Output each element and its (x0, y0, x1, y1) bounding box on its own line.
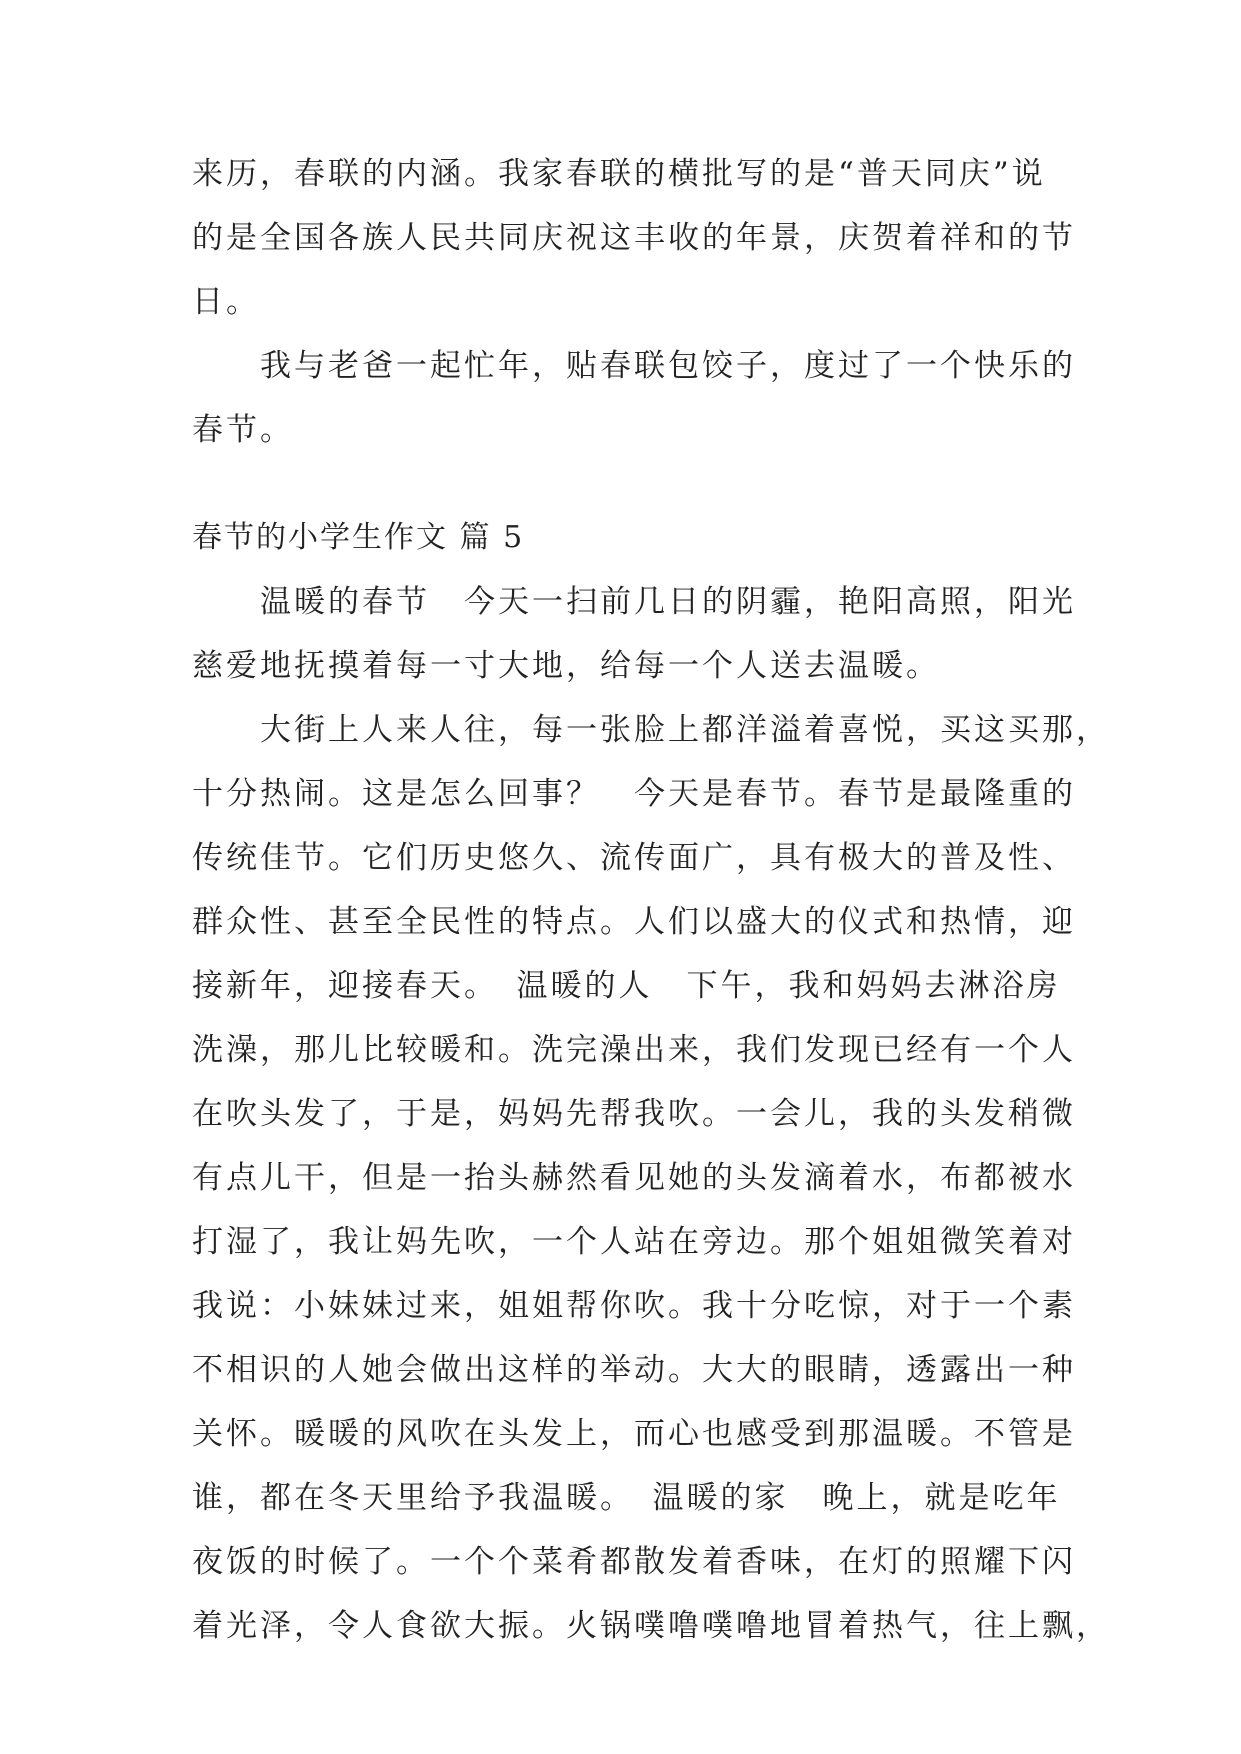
text-line: 群众性、甚至全民性的特点。人们以盛大的仪式和热情，迎 (192, 904, 1076, 940)
text-line: 来历，春联的内涵。我家春联的横批写的是“普天同庆”说 (192, 156, 1046, 192)
essay-body (192, 570, 1110, 1658)
text-line: 着光泽，令人食欲大振。火锅噗噜噗噜地冒着热气，往上飘， (192, 1608, 1110, 1644)
text-line: 接新年，迎接春天。 温暖的人 下午，我和妈妈去淋浴房 (192, 968, 1061, 1004)
text-line: 慈爱地抚摸着每一寸大地，给每一个人送去温暖。 (192, 648, 940, 684)
text-line: 大街上人来人往，每一张脸上都洋溢着喜悦，买这买那， (192, 712, 1110, 748)
text-line: 谁，都在冬天里给予我温暖。 温暖的家 晚上，就是吃年 (192, 1480, 1061, 1516)
text-line: 我与老爸一起忙年，贴春联包饺子，度过了一个快乐的 (192, 348, 1076, 384)
text-line: 传统佳节。它们历史悠久、流传面广，具有极大的普及性、 (192, 840, 1076, 876)
text-line: 洗澡，那儿比较暖和。洗完澡出来，我们发现已经有一个人 (192, 1032, 1076, 1068)
text-line: 十分热闹。这是怎么回事？ 今天是春节。春节是最隆重的 (192, 776, 1076, 812)
text-line: 关怀。暖暖的风吹在头发上，而心也感受到那温暖。不管是 (192, 1416, 1076, 1452)
previous-essay-ending (192, 142, 1076, 462)
text-line: 春节。 (192, 412, 294, 448)
text-line: 有点儿干，但是一抬头赫然看见她的头发滴着水，布都被水 (192, 1160, 1076, 1196)
text-line: 日。 (192, 284, 260, 320)
essay-heading: 春节的小学生作文 篇 5 (192, 520, 525, 555)
text-line: 不相识的人她会做出这样的举动。大大的眼睛，透露出一种 (192, 1352, 1076, 1388)
text-line: 夜饭的时候了。一个个菜肴都散发着香味，在灯的照耀下闪 (192, 1544, 1076, 1580)
text-line: 在吹头发了，于是，妈妈先帮我吹。一会儿，我的头发稍微 (192, 1096, 1076, 1132)
text-line: 打湿了，我让妈先吹，一个人站在旁边。那个姐姐微笑着对 (192, 1224, 1076, 1260)
text-line: 的是全国各族人民共同庆祝这丰收的年景，庆贺着祥和的节 (192, 220, 1076, 256)
text-line: 温暖的春节 今天一扫前几日的阴霾，艳阳高照，阳光 (192, 584, 1076, 620)
text-line: 我说：小妹妹过来，姐姐帮你吹。我十分吃惊，对于一个素 (192, 1288, 1076, 1324)
